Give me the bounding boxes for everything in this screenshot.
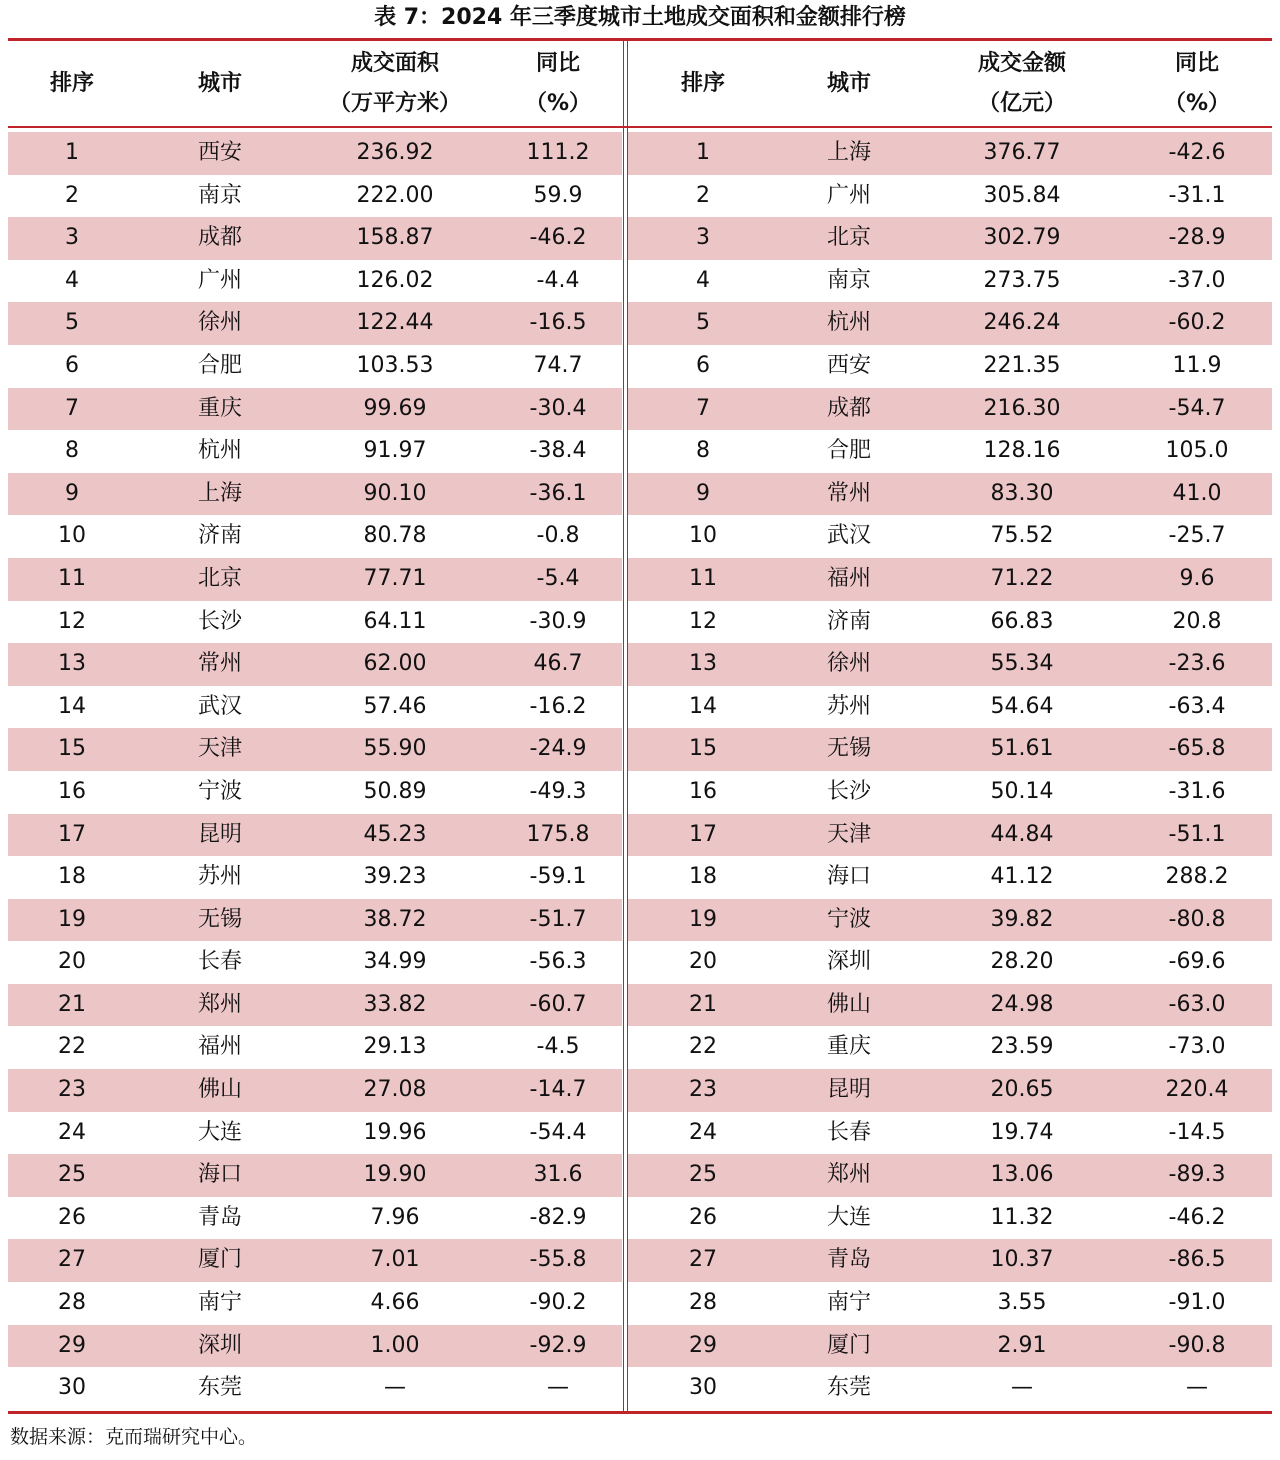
cell-city-a: 徐州 [197,310,242,336]
cell-area: 7.96 [370,1204,420,1230]
cell-area: 34.99 [363,949,427,975]
cell-yoy-b: -65.8 [1168,736,1226,762]
cell-rank-b: 8 [696,438,710,464]
header-rank-right [630,41,776,126]
cell-rank-b: 7 [696,395,710,421]
table-row [8,1112,1272,1155]
cell-amount: 302.79 [983,225,1061,251]
cell-yoy-a: -49.3 [529,778,587,804]
cell-area: 55.90 [363,736,427,762]
cell-rank: 17 [58,821,86,847]
cell-yoy-a: -24.9 [529,736,587,762]
header-city-right [776,41,922,126]
cell-amount: 71.22 [990,565,1054,591]
cell-city-a: 常州 [197,651,242,677]
cell-rank-b: 1 [696,140,710,165]
cell-yoy-a: -54.4 [529,1119,587,1145]
cell-rank-b: 20 [689,949,717,975]
cell-rank-b: 6 [696,352,710,378]
cell-city-a: 西安 [197,140,242,165]
cell-yoy-a: -5.4 [536,565,580,591]
source-note: 数据来源：克而瑞研究中心。 [10,1426,258,1448]
cell-amount: 11.32 [990,1204,1054,1230]
cell-yoy-b: -42.6 [1168,140,1226,165]
cell-city-b: 重庆 [826,1034,871,1060]
cell-rank: 7 [65,395,79,421]
cell-rank: 6 [65,352,79,378]
cell-area: 77.71 [363,565,427,591]
cell-rank: 14 [58,693,86,719]
table-row [8,1325,1272,1368]
cell-area: 62.00 [363,651,427,677]
cell-yoy-b: -23.6 [1168,651,1226,677]
cell-amount: 50.14 [990,778,1054,804]
cell-yoy-b: 20.8 [1172,608,1222,634]
cell-rank: 28 [58,1290,86,1316]
cell-amount: 273.75 [983,267,1061,293]
cell-area: 4.66 [370,1290,420,1316]
cell-yoy-a: -4.4 [536,267,580,293]
cell-city-a: 青岛 [197,1204,242,1230]
cell-amount: 24.98 [990,991,1054,1017]
cell-yoy-b: -73.0 [1168,1034,1226,1060]
cell-yoy-a: 74.7 [533,352,583,378]
cell-amount: 10.37 [990,1247,1054,1273]
cell-yoy-a: -55.8 [529,1247,587,1273]
cell-rank-b: 26 [689,1204,717,1230]
table-row [8,984,1272,1027]
table-center-divider [623,38,628,1414]
table-row [8,260,1272,303]
header-city-left [136,41,304,126]
cell-rank-b: 21 [689,991,717,1017]
cell-yoy-b: -31.1 [1168,182,1226,208]
cell-yoy-b: -80.8 [1168,906,1226,932]
cell-area: 122.44 [356,310,434,336]
header-city-left-label: 城市 [197,70,242,96]
cell-city-a: 武汉 [197,693,242,719]
cell-rank-b: 4 [696,267,710,293]
header-yoy-right-line2: （%） [1163,90,1231,116]
cell-area: 158.87 [356,225,434,251]
cell-yoy-b: -63.4 [1168,693,1226,719]
cell-area: 90.10 [363,480,427,506]
cell-rank: 29 [58,1332,86,1358]
cell-area: 91.97 [363,438,427,464]
cell-amount: 128.16 [983,438,1061,464]
cell-rank-b: 2 [696,182,710,208]
cell-rank: 2 [65,182,79,208]
cell-city-a: 厦门 [197,1247,242,1273]
bottom-rule [8,1411,1272,1414]
cell-city-b: 昆明 [826,1077,871,1103]
cell-yoy-a: -14.7 [529,1077,587,1103]
header-area [304,41,486,126]
cell-city-b: 东莞 [826,1375,871,1401]
header-rank-right-label: 排序 [680,70,725,96]
cell-yoy-b: 288.2 [1165,864,1229,890]
cell-yoy-b: -63.0 [1168,991,1226,1017]
cell-city-a: 上海 [197,480,242,506]
cell-rank-b: 24 [689,1119,717,1145]
cell-yoy-a: 175.8 [526,821,590,847]
header-amount [922,41,1122,126]
cell-amount: 75.52 [990,523,1054,549]
cell-amount: 221.35 [983,352,1061,378]
cell-city-a: 长沙 [197,608,242,634]
cell-city-a: 重庆 [197,395,242,421]
cell-city-b: 北京 [826,225,871,251]
table-row [8,856,1272,899]
table-row [8,1367,1272,1410]
cell-rank: 1 [65,140,79,165]
cell-city-a: 昆明 [197,821,242,847]
cell-rank: 27 [58,1247,86,1273]
cell-rank: 4 [65,267,79,293]
table-row [8,217,1272,260]
cell-area: 38.72 [363,906,427,932]
table-row [8,941,1272,984]
cell-area: 27.08 [363,1077,427,1103]
cell-amount: 44.84 [990,821,1054,847]
cell-rank-b: 13 [689,651,717,677]
cell-rank-b: 27 [689,1247,717,1273]
header-yoy-left-line1: 同比 [535,50,580,76]
cell-city-a: 济南 [197,523,242,549]
cell-city-b: 福州 [826,565,871,591]
header-amount-line2: （亿元） [977,90,1066,116]
cell-city-b: 天津 [826,821,871,847]
header-area-line1: 成交面积 [350,50,439,76]
cell-amount: 83.30 [990,480,1054,506]
cell-area: 39.23 [363,864,427,890]
cell-yoy-a: -82.9 [529,1204,587,1230]
cell-area: 45.23 [363,821,427,847]
table-row [8,814,1272,857]
cell-city-b: 杭州 [826,310,871,336]
table-header [8,41,1272,126]
cell-yoy-a: -51.7 [529,906,587,932]
cell-area: 103.53 [356,352,434,378]
cell-yoy-b: -89.3 [1168,1162,1226,1188]
cell-rank: 22 [58,1034,86,1060]
cell-area: 29.13 [363,1034,427,1060]
cell-yoy-b: -25.7 [1168,523,1226,549]
table-row [8,1154,1272,1197]
cell-amount: 3.55 [997,1290,1047,1316]
header-yoy-right-line1: 同比 [1174,50,1219,76]
table-row [8,558,1272,601]
table-row [8,1239,1272,1282]
cell-amount: 66.83 [990,608,1054,634]
cell-city-a: 杭州 [197,438,242,464]
table-row [8,302,1272,345]
cell-yoy-b: -28.9 [1168,225,1226,251]
cell-yoy-a: -38.4 [529,438,587,464]
cell-yoy-b: -69.6 [1168,949,1226,975]
cell-rank: 21 [58,991,86,1017]
cell-rank-b: 14 [689,693,717,719]
cell-rank: 16 [58,778,86,804]
table-row [8,686,1272,729]
cell-amount: 39.82 [990,906,1054,932]
cell-rank-b: 19 [689,906,717,932]
cell-amount: 246.24 [983,310,1061,336]
cell-rank: 5 [65,310,79,336]
table-row [8,1069,1272,1112]
cell-yoy-b: -86.5 [1168,1247,1226,1273]
cell-rank: 13 [58,651,86,677]
table-row [8,601,1272,644]
cell-yoy-a: 31.6 [533,1162,583,1188]
cell-area: 99.69 [363,395,427,421]
header-city-right-label: 城市 [826,70,871,96]
cell-city-b: 无锡 [826,736,871,762]
table-body [8,132,1272,1410]
cell-yoy-b: -46.2 [1168,1204,1226,1230]
cell-rank: 25 [58,1162,86,1188]
table-row [8,175,1272,218]
cell-yoy-a: -4.5 [536,1034,580,1060]
cell-yoy-b: -14.5 [1168,1119,1226,1145]
cell-city-b: 徐州 [826,651,871,677]
table-row [8,345,1272,388]
cell-city-a: 长春 [197,949,242,975]
cell-rank: 11 [58,565,86,591]
cell-yoy-a: 111.2 [526,140,590,165]
table-row [8,473,1272,516]
cell-area: 126.02 [356,267,434,293]
table-row [8,1197,1272,1240]
cell-city-a: 无锡 [197,906,242,932]
cell-yoy-b: -54.7 [1168,395,1226,421]
cell-city-b: 大连 [826,1204,871,1230]
cell-yoy-a: -0.8 [536,523,580,549]
cell-city-b: 南宁 [826,1290,871,1316]
cell-city-a: 合肥 [197,352,242,378]
cell-amount: 2.91 [997,1332,1047,1358]
table-row [8,1282,1272,1325]
cell-yoy-a: -46.2 [529,225,587,251]
cell-city-b: 西安 [826,352,871,378]
cell-amount: 55.34 [990,651,1054,677]
cell-rank: 12 [58,608,86,634]
cell-area: 33.82 [363,991,427,1017]
cell-yoy-b: 105.0 [1165,438,1229,464]
cell-city-b: 厦门 [826,1332,871,1358]
cell-yoy-b: -60.2 [1168,310,1226,336]
cell-city-b: 济南 [826,608,871,634]
table-row [8,515,1272,558]
cell-yoy-a: 46.7 [533,651,583,677]
cell-amount: 54.64 [990,693,1054,719]
header-rank-left-label: 排序 [49,70,94,96]
cell-area: 50.89 [363,778,427,804]
cell-amount: 20.65 [990,1077,1054,1103]
cell-rank-b: 10 [689,523,717,549]
cell-rank: 19 [58,906,86,932]
cell-city-b: 上海 [826,140,871,165]
cell-city-a: 宁波 [197,778,242,804]
cell-rank-b: 17 [689,821,717,847]
cell-area: 19.90 [363,1162,427,1188]
cell-city-b: 深圳 [826,949,871,975]
cell-city-a: 南宁 [197,1290,242,1316]
cell-yoy-a: -16.5 [529,310,587,336]
cell-rank-b: 25 [689,1162,717,1188]
cell-yoy-b: -91.0 [1168,1290,1226,1316]
cell-city-a: 成都 [197,225,242,251]
cell-rank-b: 30 [689,1375,717,1401]
cell-area: 19.96 [363,1119,427,1145]
cell-city-b: 成都 [826,395,871,421]
cell-city-b: 长沙 [826,778,871,804]
cell-city-b: 南京 [826,267,871,293]
cell-yoy-a: — [547,1375,569,1401]
cell-amount: 13.06 [990,1162,1054,1188]
header-yoy-left-line2: （%） [524,90,592,116]
cell-area: 1.00 [370,1332,420,1358]
cell-city-b: 长春 [826,1119,871,1145]
cell-rank-b: 15 [689,736,717,762]
header-amount-line1: 成交金额 [977,50,1066,76]
header-rank-left [8,41,136,126]
cell-rank: 23 [58,1077,86,1103]
header-yoy-right [1122,41,1272,126]
cell-amount: — [1011,1375,1033,1401]
cell-yoy-b: -37.0 [1168,267,1226,293]
cell-yoy-a: -36.1 [529,480,587,506]
cell-yoy-a: -92.9 [529,1332,587,1358]
table-row [8,643,1272,686]
cell-area: 80.78 [363,523,427,549]
cell-rank-b: 22 [689,1034,717,1060]
table-row [8,899,1272,942]
cell-rank-b: 18 [689,864,717,890]
header-yoy-left [486,41,630,126]
cell-city-a: 郑州 [197,991,242,1017]
table-row [8,388,1272,431]
cell-area: 222.00 [356,182,434,208]
cell-yoy-a: -60.7 [529,991,587,1017]
cell-amount: 216.30 [983,395,1061,421]
cell-city-a: 天津 [197,736,242,762]
cell-amount: 23.59 [990,1034,1054,1060]
cell-city-b: 青岛 [826,1247,871,1273]
cell-rank: 3 [65,225,79,251]
cell-rank-b: 23 [689,1077,717,1103]
cell-rank: 10 [58,523,86,549]
cell-area: 7.01 [370,1247,420,1273]
cell-yoy-b: 11.9 [1172,352,1222,378]
cell-area: 64.11 [363,608,427,634]
cell-city-a: 南京 [197,182,242,208]
cell-yoy-a: -90.2 [529,1290,587,1316]
cell-amount: 19.74 [990,1119,1054,1145]
cell-city-a: 广州 [197,267,242,293]
cell-yoy-a: -56.3 [529,949,587,975]
cell-yoy-a: -30.4 [529,395,587,421]
cell-city-a: 佛山 [197,1077,242,1103]
table-row [8,771,1272,814]
cell-rank-b: 9 [696,480,710,506]
cell-yoy-a: -16.2 [529,693,587,719]
cell-rank: 30 [58,1375,86,1401]
cell-city-b: 广州 [826,182,871,208]
cell-city-a: 大连 [197,1119,242,1145]
header-rule [8,126,1272,128]
cell-city-b: 海口 [826,864,871,890]
cell-yoy-a: -30.9 [529,608,587,634]
cell-yoy-b: 9.6 [1179,565,1215,591]
cell-amount: 41.12 [990,864,1054,890]
table-row [8,728,1272,771]
cell-rank: 15 [58,736,86,762]
cell-yoy-b: -51.1 [1168,821,1226,847]
cell-rank-b: 11 [689,565,717,591]
cell-rank-b: 29 [689,1332,717,1358]
cell-rank: 20 [58,949,86,975]
cell-yoy-b: 41.0 [1172,480,1222,506]
cell-city-a: 海口 [197,1162,242,1188]
cell-rank: 18 [58,864,86,890]
cell-yoy-a: -59.1 [529,864,587,890]
cell-yoy-b: -90.8 [1168,1332,1226,1358]
cell-yoy-a: 59.9 [533,182,583,208]
cell-rank: 26 [58,1204,86,1230]
cell-amount: 51.61 [990,736,1054,762]
cell-area: 236.92 [356,140,434,165]
cell-yoy-b: -31.6 [1168,778,1226,804]
cell-city-b: 合肥 [826,438,871,464]
cell-yoy-b: — [1186,1375,1208,1401]
cell-city-b: 苏州 [826,693,871,719]
cell-rank-b: 16 [689,778,717,804]
cell-area: 57.46 [363,693,427,719]
table-row [8,430,1272,473]
cell-rank-b: 3 [696,225,710,251]
cell-city-b: 佛山 [826,991,871,1017]
cell-city-a: 福州 [197,1034,242,1060]
cell-city-a: 东莞 [197,1375,242,1401]
cell-amount: 305.84 [983,182,1061,208]
table-row [8,1026,1272,1069]
cell-rank: 9 [65,480,79,506]
cell-rank-b: 12 [689,608,717,634]
cell-city-b: 宁波 [826,906,871,932]
cell-city-b: 常州 [826,480,871,506]
table-title: 表 7：2024 年三季度城市土地成交面积和金额排行榜 [374,5,906,30]
header-area-line2: （万平方米） [328,90,461,116]
cell-amount: 376.77 [983,140,1061,165]
cell-amount: 28.20 [990,949,1054,975]
table-row [8,132,1272,175]
cell-rank-b: 28 [689,1290,717,1316]
cell-rank: 8 [65,438,79,464]
cell-city-a: 苏州 [197,864,242,890]
cell-city-b: 郑州 [826,1162,871,1188]
cell-city-a: 深圳 [197,1332,242,1358]
cell-yoy-b: 220.4 [1165,1077,1229,1103]
cell-rank: 24 [58,1119,86,1145]
cell-city-b: 武汉 [826,523,871,549]
cell-area: — [384,1375,406,1401]
cell-city-a: 北京 [197,565,242,591]
cell-rank-b: 5 [696,310,710,336]
